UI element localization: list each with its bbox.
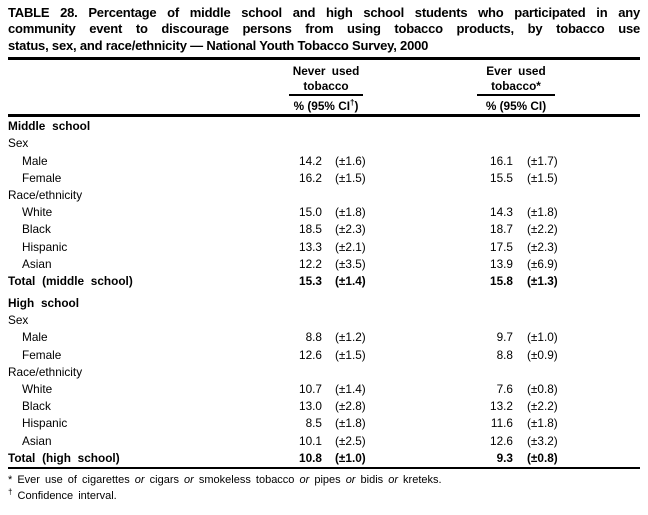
never-used-ci: (±2.5) [335,433,366,448]
never-used-ci [322,364,395,381]
never-used-pct: 8.8 [305,330,322,345]
table-title [8,5,640,54]
never-used-pct: 13.0 [299,399,322,414]
footnote-marker: † [8,487,13,497]
ever-used-pct: 16.1 [490,153,513,168]
table-row-asian [8,256,640,273]
row-label: Black [22,399,51,414]
never-used-ci [322,312,395,329]
never-used-pct [277,295,322,312]
never-used-pct [277,187,322,204]
ever-used-ci [513,312,587,329]
footnote-marker: * [8,474,13,487]
row-label: Black [22,222,51,237]
ever-used-ci [513,295,587,312]
ever-used-pct [395,364,513,381]
never-used-ci: (±3.5) [335,256,366,271]
ever-used-pct: 7.6 [496,382,513,397]
never-used-ci [322,118,395,135]
never-used-pct: 10.1 [299,433,322,448]
ever-used-ci: (±2.2) [527,399,558,414]
row-label: Total (high school) [8,450,120,465]
table-title-line-1: TABLE 28. Percentage of middle school and high school students who participated in any [8,5,640,20]
never-used-pct [277,364,322,381]
table-row-male [8,329,640,346]
row-label: Male [22,153,48,168]
ever-used-ci: (±1.8) [527,416,558,431]
row-label: Male [22,330,48,345]
never-used-pct: 14.2 [299,153,322,168]
never-used-ci: (±2.1) [335,239,366,254]
footnotes [8,473,640,504]
ever-used-pct [395,312,513,329]
never-used-pct: 13.3 [299,239,322,254]
ever-used-pct: 11.6 [490,416,513,431]
ever-used-ci: (±3.2) [527,433,558,448]
never-used-ci: (±1.2) [335,330,366,345]
never-used-ci [322,295,395,312]
table-row-female [8,170,640,187]
table-row-sex [8,135,640,152]
row-label: Hispanic [22,239,68,254]
ever-used-ci-header: % (95% CI) [485,99,547,114]
bottom-rule [8,467,640,470]
table-row-sex [8,312,640,329]
never-used-pct [277,118,322,135]
ever-used-pct: 9.7 [496,330,513,345]
ever-used-ci: (±6.9) [527,256,558,271]
never-used-ci: (±2.8) [335,399,366,414]
row-label: High school [8,296,80,311]
ever-used-pct: 12.6 [490,433,513,448]
ever-used-ci [513,118,587,135]
column-headers [8,60,640,114]
ever-used-ci: (±1.7) [527,153,558,168]
table-row-race-ethnicity [8,187,640,204]
table-row-white [8,381,640,398]
never-used-ci: (±1.0) [335,450,366,465]
never-used-pct: 15.0 [299,205,322,220]
table-row-black [8,221,640,238]
never-used-ci: (±1.8) [335,205,366,220]
table-row-white [8,204,640,221]
ever-used-ci: (±1.0) [527,330,558,345]
never-used-pct [277,312,322,329]
column-header-ever-used [456,64,576,113]
ever-used-ci: (±1.8) [527,205,558,220]
never-used-pct: 8.5 [305,416,322,431]
table-row-female [8,347,640,364]
never-used-ci: (±1.5) [335,170,366,185]
row-label: Middle school [8,119,91,134]
ever-used-ci [513,187,587,204]
table-row-total-middle-school [8,273,640,290]
table-row-middle-school [8,118,640,135]
ever-used-pct [395,135,513,152]
table-row-hispanic [8,415,640,432]
table-body [8,117,640,467]
ever-used-ci: (±0.9) [527,347,558,362]
ever-used-label-line2: tobacco* [456,79,576,97]
table-row-black [8,398,640,415]
never-used-pct: 18.5 [299,222,322,237]
ever-used-pct [395,187,513,204]
row-label: Asian [22,256,52,271]
ever-used-ci: (±2.3) [527,239,558,254]
never-used-ci: (±1.6) [335,153,366,168]
table-title-line-3: status, sex, and race/ethnicity — National Youth Tobacco Survey, 2000 [8,37,429,53]
ever-used-ci [513,364,587,381]
row-label: Hispanic [22,416,68,431]
ever-used-pct: 18.7 [490,222,513,237]
table-title-line-2: community event to discourage persons from using tobacco products, by tobacco use [8,21,640,37]
column-header-never-used [266,64,386,113]
never-used-pct: 12.6 [299,347,322,362]
table-row-total-high-school [8,450,640,467]
row-label: Race/ethnicity [8,364,83,379]
row-label: Total (middle school) [8,273,133,288]
never-used-ci: (±1.5) [335,347,366,362]
ever-used-ci: (±0.8) [527,382,558,397]
never-used-ci: (±1.8) [335,416,366,431]
never-used-label-line1: Never used [292,64,360,79]
row-label: Race/ethnicity [8,187,83,202]
ever-used-pct: 13.2 [490,399,513,414]
row-label: Asian [22,433,52,448]
dagger-superscript: † [350,98,355,108]
never-used-ci-header: % (95% CI†) [293,98,359,114]
ever-used-pct: 8.8 [496,347,513,362]
never-used-pct [277,135,322,152]
never-used-ci [322,187,395,204]
never-used-ci: (±1.4) [335,273,366,288]
footnote-2: † Confidence interval. [8,487,117,502]
never-used-ci: (±2.3) [335,222,366,237]
ever-used-pct: 14.3 [490,205,513,220]
table-row-race-ethnicity [8,364,640,381]
never-used-pct: 10.7 [299,382,322,397]
row-label: Female [22,347,62,362]
row-label: White [22,205,53,220]
ever-used-ci: (±1.3) [527,273,558,288]
never-used-label-line2: tobacco [266,79,386,97]
ever-used-pct: 17.5 [490,239,513,254]
ever-used-label-line1: Ever used [486,64,546,79]
ever-used-pct: 15.5 [490,170,513,185]
row-label: Female [22,170,62,185]
ever-used-pct [395,118,513,135]
never-used-pct: 15.3 [299,273,322,288]
table-row-hispanic [8,239,640,256]
ever-used-ci: (±1.5) [527,170,558,185]
ever-used-pct: 15.8 [490,273,513,288]
ever-used-pct: 9.3 [496,450,513,465]
table-row-asian [8,433,640,450]
ever-used-pct [395,295,513,312]
never-used-ci [322,135,395,152]
row-label: Sex [8,136,29,151]
ever-used-ci: (±2.2) [527,222,558,237]
never-used-pct: 12.2 [299,256,322,271]
ever-used-ci [513,135,587,152]
ever-used-pct: 13.9 [490,256,513,271]
ever-used-ci: (±0.8) [527,450,558,465]
table-row-male [8,153,640,170]
row-label: White [22,382,53,397]
never-used-pct: 10.8 [299,450,322,465]
table-row-high-school [8,295,640,312]
row-label: Sex [8,313,29,328]
never-used-pct: 16.2 [299,170,322,185]
never-used-ci: (±1.4) [335,382,366,397]
footnote-1: * Ever use of cigarettes or cigars or smokeless tobacco or pipes or bidis or kreteks. [8,474,442,487]
